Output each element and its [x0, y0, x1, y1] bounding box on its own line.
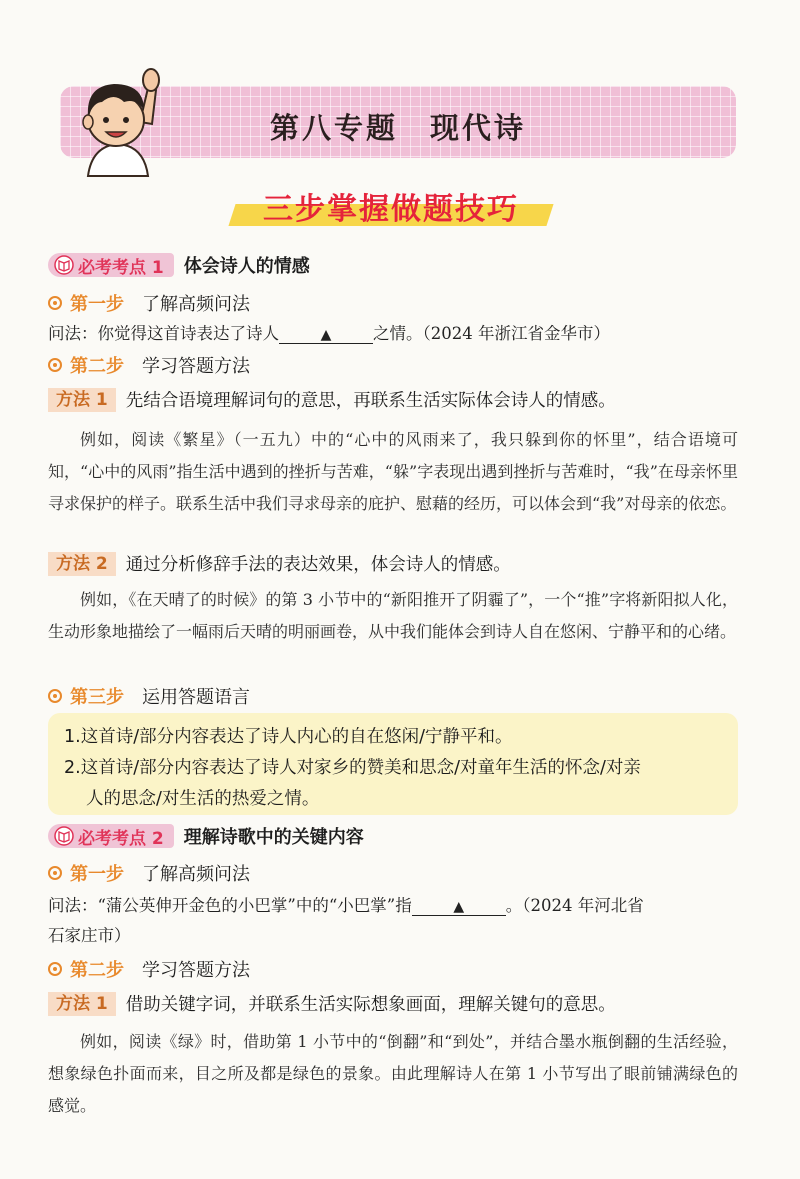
question-prefix: 问法：你觉得这首诗表达了诗人 — [48, 324, 279, 343]
method-1 — [48, 387, 616, 412]
question-suffix: 之情。（2024 年浙江省金华市） — [373, 324, 610, 343]
key-point-1 — [48, 252, 310, 278]
key-point-tag — [48, 253, 174, 277]
key-point-title: 理解诗歌中的关键内容 — [183, 827, 364, 848]
step-title: 学习答题方法 — [142, 960, 250, 981]
method-text: 借助关键字词，并联系生活实际想象画面，理解关键句的意思。 — [125, 995, 616, 1015]
answer-language-box — [48, 713, 738, 815]
key-point-title: 体会诗人的情感 — [183, 256, 310, 277]
step-label: 第二步 — [70, 960, 124, 981]
question-line-continued: 石家庄市） — [48, 926, 131, 945]
key-point-tag-label: 必考考点 1 — [78, 257, 164, 278]
method-1 — [48, 991, 616, 1016]
banner-title: 三步掌握做题技巧 — [263, 192, 519, 227]
step-2 — [48, 352, 250, 378]
answer-line: 人的思念/对生活的热爱之情。 — [86, 789, 320, 809]
step-label: 第一步 — [70, 864, 124, 885]
step-label: 第三步 — [70, 687, 124, 708]
question-line — [48, 892, 644, 916]
step-title: 学习答题方法 — [142, 356, 250, 377]
example-paragraph: 例如，阅读《绿》时，借助第 1 小节中的“倒翻”和“到处”，并结合墨水瓶倒翻的生活经验，想象绿色扑面而来，目之所及都是绿色的景象。由此理解诗人在第 1 小节写出了眼前铺满绿色的感觉。 — [48, 1032, 738, 1115]
method-text: 通过分析修辞手法的表达效果，体会诗人的情感。 — [125, 555, 511, 575]
example-paragraph: 例如，阅读《繁星》（一五九）中的“心中的风雨来了，我只躲到你的怀里”，结合语境可知，“心中的风雨”指生活中遇到的挫折与苦难，“躲”字表现出遇到挫折与苦难时，“我”在母亲怀里寻求保护的样子。联系生活中我们寻求母亲的庇护、慰藉的经历，可以体会到“我”对母亲的依恋。 — [48, 430, 738, 513]
answer-blank — [412, 898, 506, 916]
method-tag: 方法 1 — [48, 388, 116, 412]
step-title: 了解高频问法 — [142, 864, 250, 885]
method-tag: 方法 1 — [48, 992, 116, 1016]
method-2 — [48, 551, 511, 576]
answer-line: 1.这首诗/部分内容表达了诗人内心的自在悠闲/宁静平和。 — [64, 727, 513, 747]
book-icon — [54, 255, 74, 275]
step-label: 第二步 — [70, 356, 124, 377]
triangle-icon: ▲ — [320, 327, 332, 343]
example-paragraph: 例如，《在天晴了的时候》的第 3 小节中的“新阳推开了阴霾了”，一个“推”字将新阳拟人化，生动形象地描绘了一幅雨后天晴的明丽画卷，从中我们能体会到诗人自在悠闲、宁静平和的心绪。 — [48, 590, 738, 641]
target-icon — [48, 866, 62, 880]
key-point-2 — [48, 823, 364, 849]
method-tag: 方法 2 — [48, 552, 116, 576]
page-title: 第八专题 现代诗 — [269, 111, 526, 145]
method-text: 先结合语境理解词句的意思，再联系生活实际体会诗人的情感。 — [125, 391, 616, 411]
step-3 — [48, 683, 250, 709]
step-title: 运用答题语言 — [142, 687, 250, 708]
target-icon — [48, 358, 62, 372]
boy-mascot-icon — [58, 58, 178, 178]
target-icon — [48, 962, 62, 976]
question-line — [48, 320, 610, 344]
step-title: 了解高频问法 — [142, 294, 250, 315]
answer-blank — [279, 326, 373, 344]
step-2 — [48, 956, 250, 982]
question-prefix: 问法：“蒲公英伸开金色的小巴掌”中的“小巴掌”指 — [48, 896, 412, 915]
step-1 — [48, 290, 250, 316]
target-icon — [48, 296, 62, 310]
triangle-icon: ▲ — [453, 899, 465, 915]
question-suffix: 。（2024 年河北省 — [505, 896, 644, 915]
target-icon — [48, 689, 62, 703]
key-point-tag-label: 必考考点 2 — [78, 828, 164, 849]
section-banner — [232, 182, 550, 232]
key-point-tag — [48, 824, 174, 848]
answer-line: 2.这首诗/部分内容表达了诗人对家乡的赞美和思念/对童年生活的怀念/对亲 — [64, 758, 641, 778]
step-1 — [48, 860, 250, 886]
book-icon — [54, 826, 74, 846]
step-label: 第一步 — [70, 294, 124, 315]
